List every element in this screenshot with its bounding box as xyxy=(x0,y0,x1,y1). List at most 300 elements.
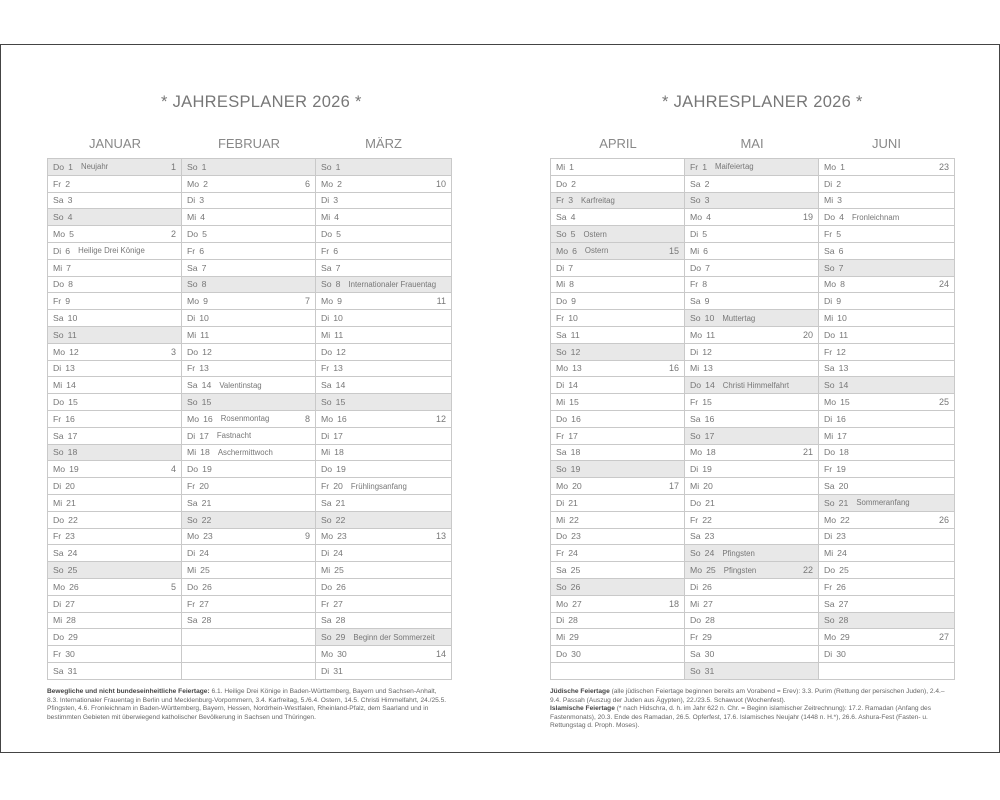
weekday-label: Sa xyxy=(824,481,835,492)
day-cell xyxy=(819,343,955,360)
day-number: 17 xyxy=(837,430,847,441)
day-cell xyxy=(819,595,955,612)
calendar-row xyxy=(48,511,452,528)
calendar-row xyxy=(48,326,452,343)
day-number: 17 xyxy=(67,430,78,441)
weekday-label: Sa xyxy=(53,548,64,559)
day-cell xyxy=(316,494,452,511)
calendar-row xyxy=(551,494,955,511)
day-cell xyxy=(316,226,452,243)
left-footnote-heading: Bewegliche und nicht bundeseinheitliche Feiertage: xyxy=(47,688,210,695)
day-cell xyxy=(316,662,452,679)
weekday-label: Mi xyxy=(824,313,834,324)
weekday-label: Mo xyxy=(321,649,334,659)
day-number: 21 xyxy=(838,497,849,508)
day-cell xyxy=(48,545,182,562)
calendar-row xyxy=(48,427,452,444)
weekday-label: Sa xyxy=(690,413,701,424)
weekday-label: Fr xyxy=(53,413,62,424)
day-cell xyxy=(819,545,955,562)
day-cell xyxy=(48,578,182,595)
day-cell xyxy=(48,259,182,276)
holiday-label: Aschermittwoch xyxy=(217,447,273,457)
weekday-label: So xyxy=(53,447,64,458)
day-cell xyxy=(316,612,452,629)
weekday-label: Do xyxy=(321,581,333,592)
holiday-label: Valentinstag xyxy=(219,380,262,390)
day-cell xyxy=(316,528,452,545)
weekday-label: Fr xyxy=(187,598,196,609)
day-number: 19 xyxy=(570,464,581,475)
day-cell xyxy=(316,259,452,276)
day-number: 27 xyxy=(333,598,343,609)
day-number: 12 xyxy=(836,346,846,357)
month-header-februar: FEBRUAR xyxy=(217,136,281,151)
day-number: 24 xyxy=(568,548,578,559)
weekday-label: Mo xyxy=(690,447,703,458)
day-number: 26 xyxy=(702,581,712,592)
day-number: 8 xyxy=(201,279,207,290)
week-number: 16 xyxy=(668,363,679,374)
weekday-label: Do xyxy=(690,497,702,508)
day-cell xyxy=(685,646,819,663)
day-number: 12 xyxy=(69,346,79,357)
day-number: 4 xyxy=(67,212,73,223)
day-number: 7 xyxy=(705,262,710,273)
weekday-label: Sa xyxy=(321,497,332,508)
weekday-label: Sa xyxy=(556,447,567,458)
day-cell xyxy=(316,310,452,327)
weekday-label: Sa xyxy=(824,363,835,374)
day-cell xyxy=(48,293,182,310)
weekday-label: Mi xyxy=(53,262,63,273)
weekday-label: Sa xyxy=(53,313,64,324)
weekday-label: Fr xyxy=(53,178,62,189)
day-number: 31 xyxy=(704,665,715,676)
day-cell xyxy=(685,259,819,276)
day-cell xyxy=(819,410,955,427)
calendar-row xyxy=(48,528,452,545)
weekday-label: So xyxy=(187,279,198,290)
day-cell xyxy=(685,662,819,679)
day-cell xyxy=(819,276,955,293)
day-number: 9 xyxy=(571,296,576,307)
day-cell xyxy=(182,175,316,192)
day-number: 1 xyxy=(335,161,341,172)
weekday-label: Sa xyxy=(321,380,332,391)
day-cell xyxy=(182,159,316,176)
day-cell xyxy=(48,478,182,495)
week-number: 18 xyxy=(668,598,679,609)
day-number: 6 xyxy=(703,245,709,256)
day-cell xyxy=(685,192,819,209)
day-cell xyxy=(48,461,182,478)
day-cell xyxy=(551,259,685,276)
calendar-row xyxy=(48,192,452,209)
day-cell xyxy=(685,562,819,579)
calendar-row xyxy=(48,578,452,595)
day-number: 11 xyxy=(570,329,580,340)
day-cell xyxy=(819,629,955,646)
day-cell xyxy=(819,175,955,192)
day-cell xyxy=(685,461,819,478)
day-number: 27 xyxy=(838,598,849,609)
weekday-label: Do xyxy=(53,161,65,172)
weekday-label: So xyxy=(187,397,198,408)
day-number: 18 xyxy=(200,447,210,458)
day-number: 3 xyxy=(568,195,574,206)
weekday-label: Mi xyxy=(187,565,197,576)
weekday-label: Di xyxy=(556,615,565,626)
day-cell xyxy=(819,360,955,377)
day-cell xyxy=(316,444,452,461)
day-cell xyxy=(182,545,316,562)
day-cell xyxy=(182,578,316,595)
calendar-row xyxy=(48,276,452,293)
weekday-label: Mi xyxy=(556,397,566,408)
weekday-label: Mi xyxy=(53,497,63,508)
calendar-row xyxy=(48,394,452,411)
calendar-row xyxy=(551,259,955,276)
weekday-label: Sa xyxy=(53,195,64,206)
day-number: 7 xyxy=(568,262,574,273)
day-number: 27 xyxy=(703,598,713,609)
day-number: 3 xyxy=(199,195,205,206)
weekday-label: Fr xyxy=(321,245,330,256)
day-cell xyxy=(182,612,316,629)
weekday-label: Mi xyxy=(321,447,331,458)
day-number: 2 xyxy=(203,178,208,189)
day-cell xyxy=(685,444,819,461)
calendar-row xyxy=(551,528,955,545)
weekday-label: Mo xyxy=(690,212,703,223)
weekday-label: Mi xyxy=(690,598,700,609)
day-number: 28 xyxy=(66,615,76,626)
day-number: 7 xyxy=(201,262,207,273)
weekday-label: Mo xyxy=(321,178,334,189)
day-cell xyxy=(819,646,955,663)
weekday-label: Do xyxy=(321,229,333,240)
day-number: 22 xyxy=(335,514,346,525)
day-cell xyxy=(316,159,452,176)
weekday-label: Mi xyxy=(321,565,331,576)
day-number: 9 xyxy=(836,296,842,307)
day-number: 1 xyxy=(569,161,575,172)
day-number: 15 xyxy=(201,397,212,408)
calendar-row xyxy=(551,242,955,259)
weekday-label: So xyxy=(53,212,64,223)
day-number: 21 xyxy=(335,497,346,508)
day-cell xyxy=(182,377,316,394)
day-number: 23 xyxy=(337,531,347,542)
day-cell xyxy=(316,326,452,343)
calendar-row xyxy=(48,444,452,461)
weekday-label: Di xyxy=(556,262,565,273)
weekday-label: Mi xyxy=(187,329,197,340)
day-cell xyxy=(685,310,819,327)
day-cell xyxy=(819,394,955,411)
day-cell xyxy=(48,377,182,394)
day-number: 7 xyxy=(335,262,341,273)
calendar-row xyxy=(48,410,452,427)
day-cell xyxy=(819,612,955,629)
day-cell xyxy=(551,478,685,495)
right-page-title: * JAHRESPLANER 2026 * xyxy=(662,93,863,111)
week-number: 24 xyxy=(938,279,949,290)
day-cell xyxy=(316,293,452,310)
week-number: 1 xyxy=(170,161,176,172)
day-number: 1 xyxy=(68,161,73,172)
calendar-row xyxy=(551,410,955,427)
day-cell xyxy=(182,511,316,528)
calendar-row xyxy=(551,276,955,293)
day-number: 3 xyxy=(704,195,710,206)
day-number: 4 xyxy=(706,212,711,223)
weekday-label: So xyxy=(556,229,567,240)
weekday-label: Mi xyxy=(690,245,700,256)
weekday-label: Sa xyxy=(824,245,835,256)
weekday-label: Di xyxy=(53,245,62,256)
week-number: 5 xyxy=(170,581,176,592)
weekday-label: Di xyxy=(321,195,330,206)
week-number: 25 xyxy=(938,397,949,408)
calendar-row xyxy=(551,192,955,209)
calendar-row xyxy=(551,444,955,461)
day-number: 8 xyxy=(569,279,575,290)
day-cell xyxy=(819,562,955,579)
calendar-row xyxy=(551,343,955,360)
weekday-label: Sa xyxy=(690,531,701,542)
weekday-label: So xyxy=(690,665,701,676)
left-calendar-table xyxy=(47,158,452,680)
day-cell xyxy=(316,562,452,579)
month-header-januar: JANUAR xyxy=(88,136,141,151)
day-cell xyxy=(551,394,685,411)
day-number: 6 xyxy=(65,245,71,256)
day-cell xyxy=(48,629,182,646)
day-cell xyxy=(551,545,685,562)
weekday-label: Do xyxy=(556,178,568,189)
day-cell xyxy=(685,528,819,545)
day-number: 19 xyxy=(702,464,712,475)
calendar-row xyxy=(551,595,955,612)
calendar-row xyxy=(48,461,452,478)
weekday-label: Fr xyxy=(53,531,62,542)
weekday-label: Mi xyxy=(824,195,834,206)
calendar-row xyxy=(48,293,452,310)
weekday-label: Fr xyxy=(187,481,196,492)
week-number: 27 xyxy=(938,632,949,643)
calendar-row xyxy=(48,226,452,243)
day-number: 20 xyxy=(199,481,209,492)
weekday-label: Di xyxy=(187,313,196,324)
day-number: 8 xyxy=(68,279,73,290)
day-number: 19 xyxy=(336,464,346,475)
day-number: 3 xyxy=(333,195,339,206)
day-number: 5 xyxy=(202,229,207,240)
day-number: 16 xyxy=(704,413,715,424)
weekday-label: Mo xyxy=(824,632,837,643)
day-number: 8 xyxy=(335,279,341,290)
day-cell xyxy=(48,192,182,209)
day-number: 19 xyxy=(202,464,212,475)
day-number: 15 xyxy=(569,397,579,408)
day-cell xyxy=(551,511,685,528)
day-number: 24 xyxy=(67,548,78,559)
weekday-label: Di xyxy=(556,497,565,508)
day-number: 24 xyxy=(333,548,343,559)
day-cell xyxy=(316,209,452,226)
day-number: 25 xyxy=(200,565,210,576)
day-cell xyxy=(551,326,685,343)
day-number: 27 xyxy=(65,598,75,609)
right-footnote-heading-jewish: Jüdische Feiertage xyxy=(550,688,610,695)
weekday-label: Mi xyxy=(187,447,197,458)
week-number: 13 xyxy=(435,531,446,542)
weekday-label: Di xyxy=(690,229,699,240)
day-cell xyxy=(316,377,452,394)
weekday-label: Fr xyxy=(690,397,699,408)
week-number: 21 xyxy=(802,447,813,458)
day-cell xyxy=(48,343,182,360)
weekday-label: Di xyxy=(690,581,699,592)
day-cell xyxy=(819,259,955,276)
day-number: 18 xyxy=(839,447,849,458)
holiday-label: Beginn der Sommerzeit xyxy=(353,632,435,642)
day-number: 12 xyxy=(570,346,581,357)
day-number: 29 xyxy=(840,632,850,643)
day-cell xyxy=(182,528,316,545)
weekday-label: Mo xyxy=(53,581,66,592)
calendar-row xyxy=(48,612,452,629)
week-number: 12 xyxy=(435,413,446,424)
weekday-label: Fr xyxy=(690,632,699,643)
weekday-label: Di xyxy=(690,464,699,475)
day-number: 16 xyxy=(337,413,347,424)
weekday-label: Mi xyxy=(321,212,331,223)
weekday-label: Fr xyxy=(824,229,833,240)
weekday-label: Mo xyxy=(556,481,569,492)
weekday-label: So xyxy=(556,346,567,357)
day-cell xyxy=(316,192,452,209)
day-cell xyxy=(685,394,819,411)
week-number: 3 xyxy=(170,346,176,357)
weekday-label: So xyxy=(690,430,701,441)
weekday-label: So xyxy=(321,397,332,408)
day-cell xyxy=(551,528,685,545)
week-number: 10 xyxy=(435,178,446,189)
day-number: 13 xyxy=(838,363,849,374)
day-cell xyxy=(685,242,819,259)
weekday-label: So xyxy=(53,565,64,576)
weekday-label: Do xyxy=(187,581,199,592)
weekday-label: Do xyxy=(53,279,65,290)
day-number: 29 xyxy=(569,632,579,643)
day-cell xyxy=(819,326,955,343)
day-number: 23 xyxy=(203,531,213,542)
calendar-row xyxy=(48,562,452,579)
day-number: 10 xyxy=(704,313,715,324)
day-number: 16 xyxy=(65,413,75,424)
weekday-label: Mi xyxy=(690,481,700,492)
day-cell xyxy=(551,159,685,176)
day-cell xyxy=(182,444,316,461)
weekday-label: Mo xyxy=(187,296,200,307)
weekday-label: Do xyxy=(321,464,333,475)
weekday-label: Sa xyxy=(187,497,198,508)
day-number: 2 xyxy=(337,178,342,189)
day-number: 30 xyxy=(836,649,846,659)
day-number: 28 xyxy=(335,615,346,626)
weekday-label: Do xyxy=(187,346,199,357)
day-cell xyxy=(551,209,685,226)
day-cell xyxy=(48,662,182,679)
holiday-label: Neujahr xyxy=(80,162,109,172)
day-number: 18 xyxy=(334,447,344,458)
day-number: 28 xyxy=(838,615,849,626)
day-number: 16 xyxy=(203,413,213,424)
day-number: 28 xyxy=(201,615,212,626)
week-number: 8 xyxy=(304,413,310,424)
weekday-label: Mo xyxy=(824,161,837,172)
weekday-label: Mi xyxy=(187,212,197,223)
day-cell xyxy=(48,159,182,176)
day-cell xyxy=(48,528,182,545)
day-number: 21 xyxy=(568,497,578,508)
day-cell xyxy=(551,377,685,394)
day-cell xyxy=(48,444,182,461)
calendar-row xyxy=(48,662,452,679)
day-number: 16 xyxy=(571,413,581,424)
calendar-row xyxy=(48,175,452,192)
calendar-row xyxy=(48,343,452,360)
day-number: 2 xyxy=(571,178,576,189)
day-number: 8 xyxy=(702,279,708,290)
weekday-label: So xyxy=(187,161,198,172)
day-cell xyxy=(819,494,955,511)
right-footnote-text-jewish: (alle jüdischen Feiertage beginnen bereits am Vorabend = Erev): 3.3. Purim (Rettung der persischen Juden), 2.4.–9.4. Passah (Auszug der Juden aus Ägypten), 22./23.5. Schawuot (Wochenfest). xyxy=(550,688,945,704)
holiday-label: Christi Himmelfahrt xyxy=(722,380,790,390)
day-cell xyxy=(685,410,819,427)
holiday-label: Heilige Drei Könige xyxy=(78,246,145,256)
day-cell xyxy=(685,629,819,646)
weekday-label: So xyxy=(824,615,835,626)
weekday-label: Di xyxy=(187,195,196,206)
weekday-label: Mo xyxy=(824,397,837,408)
day-number: 27 xyxy=(572,598,582,609)
day-number: 25 xyxy=(570,565,581,576)
day-number: 17 xyxy=(199,430,209,441)
day-cell xyxy=(316,629,452,646)
day-number: 26 xyxy=(69,581,79,592)
spread-top-border xyxy=(0,44,1000,45)
day-cell xyxy=(48,175,182,192)
day-number: 5 xyxy=(836,229,842,240)
day-cell xyxy=(551,578,685,595)
weekday-label: Fr xyxy=(690,279,699,290)
day-cell xyxy=(182,293,316,310)
weekday-label: Fr xyxy=(824,464,833,475)
day-cell xyxy=(182,226,316,243)
right-footnote-heading-islamic: Islamische Feiertage xyxy=(550,705,615,713)
day-number: 13 xyxy=(572,363,582,374)
day-number: 30 xyxy=(65,649,75,659)
week-number: 19 xyxy=(802,212,813,223)
day-cell xyxy=(48,326,182,343)
weekday-label: Do xyxy=(321,346,333,357)
right-calendar-table xyxy=(550,158,955,680)
empty-day-cell xyxy=(819,662,955,679)
